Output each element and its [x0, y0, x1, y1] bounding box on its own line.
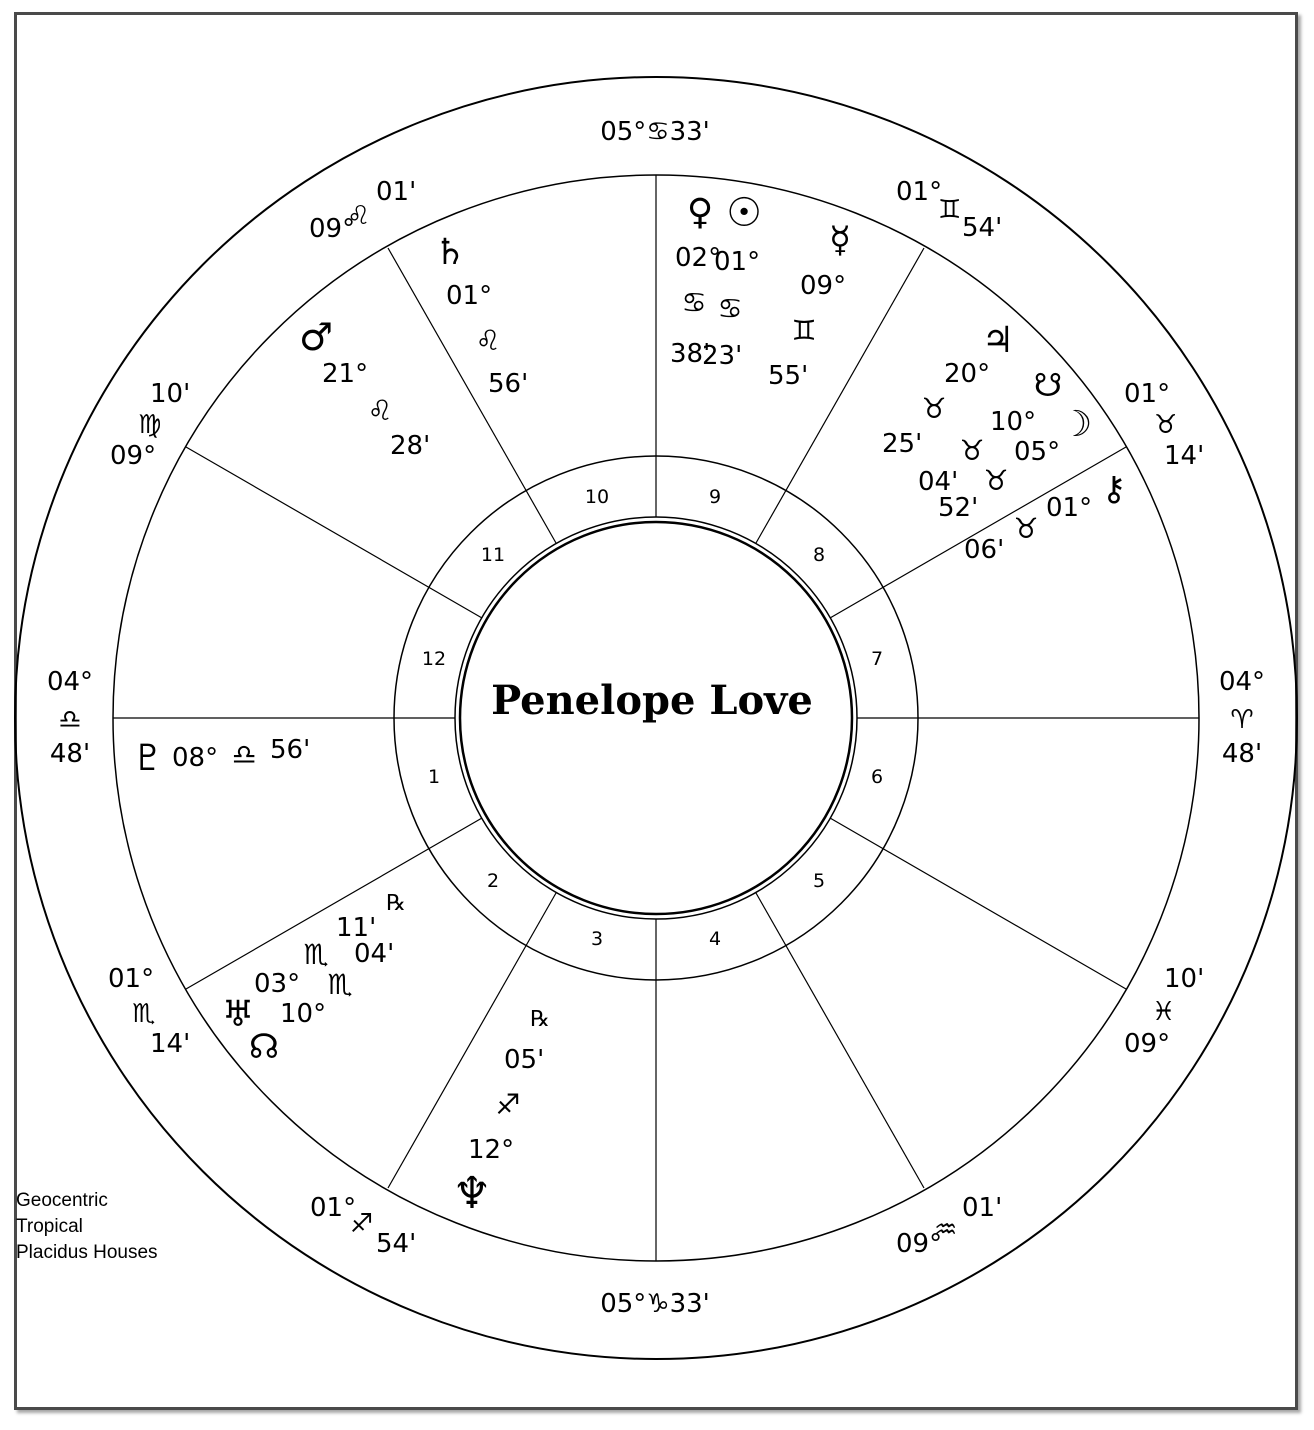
house-number-12: 12 — [421, 648, 447, 670]
south-node-icon: ☋ — [1033, 366, 1063, 404]
cusp-line-6 — [830, 818, 1126, 989]
north-node-minutes: 11' — [336, 913, 377, 943]
cusp-label-c5-deg: 09° — [896, 1229, 943, 1259]
cusp-label-dsc-deg: 04° — [1218, 667, 1266, 697]
jupiter-degree: 20° — [944, 359, 991, 389]
sun-icon: ☉ — [726, 190, 762, 236]
south-node-minutes: 04' — [918, 467, 959, 497]
cusp-label-c11-sign: ♌ — [347, 201, 371, 231]
house-number-9: 9 — [708, 486, 722, 508]
cusp-line-12 — [186, 447, 482, 618]
saturn-sign: ♌ — [475, 324, 501, 357]
mars-degree: 21° — [322, 359, 369, 389]
uranus-retrograde-icon: ℞ — [386, 891, 406, 916]
neptune-degree: 12° — [468, 1135, 515, 1165]
jupiter-icon: ♃ — [981, 320, 1015, 361]
house-number-3: 3 — [590, 928, 604, 950]
cusp-line-2 — [186, 818, 482, 989]
cusp-label-c12-deg: 09° — [110, 441, 157, 471]
chiron-degree: 01° — [1046, 493, 1093, 523]
moon-minutes: 52' — [938, 493, 979, 523]
south-node-degree: 10° — [990, 407, 1037, 437]
uranus-degree: 03° — [254, 969, 301, 999]
mercury-minutes: 55' — [768, 361, 809, 391]
venus-sign: ♋ — [681, 286, 707, 319]
sun-minutes: 23' — [702, 341, 743, 371]
cusp-label-c6-min: 10' — [1164, 964, 1205, 994]
cusp-label-c3-sign: ♐ — [350, 1209, 374, 1239]
mercury-degree: 09° — [800, 271, 847, 301]
uranus-sign: ♏ — [327, 968, 353, 1001]
cusp-label-c3-deg: 01° — [310, 1193, 357, 1223]
cusp-line-8 — [830, 447, 1126, 618]
pluto-sign: ♎ — [231, 738, 257, 771]
house-number-7: 7 — [870, 648, 884, 670]
cusp-label-ic: 05°♑33' — [600, 1289, 710, 1319]
uranus-icon: ♅ — [221, 994, 255, 1035]
jupiter-minutes: 25' — [882, 429, 923, 459]
house-number-2: 2 — [486, 870, 500, 892]
moon-degree: 05° — [1014, 437, 1061, 467]
pluto-degree: 08° — [172, 743, 219, 773]
cusp-label-c5-sign: ♒ — [934, 1215, 958, 1245]
cusp-label-c11-deg: 09° — [309, 214, 356, 244]
jupiter-sign: ♉ — [921, 392, 947, 425]
cusp-label-c2-sign: ♏ — [132, 999, 156, 1029]
cusp-label-c11-min: 01' — [376, 177, 417, 207]
chart-name: Penelope Love — [491, 677, 813, 724]
cusp-label-c5-min: 01' — [962, 1193, 1003, 1223]
house-number-10: 10 — [584, 486, 610, 508]
cusp-label-c8-deg: 01° — [1124, 379, 1171, 409]
cusp-label-c8-sign: ♉ — [1154, 410, 1178, 440]
south-node-sign: ♉ — [959, 434, 985, 467]
cusp-label-c9-deg: 01° — [896, 177, 943, 207]
cusp-label-mc: 05°♋33' — [600, 117, 710, 147]
neptune-sign: ♐ — [495, 1088, 521, 1121]
mars-sign: ♌ — [367, 394, 393, 427]
mars-icon: ♂ — [298, 315, 334, 359]
venus-degree: 02° — [675, 243, 722, 273]
house-number-5: 5 — [812, 870, 826, 892]
house-number-4: 4 — [708, 928, 722, 950]
sun-sign: ♋ — [717, 292, 743, 325]
cusp-label-asc-deg: 04° — [46, 667, 94, 697]
pluto-minutes: 56' — [270, 735, 311, 765]
house-number-11: 11 — [480, 544, 506, 566]
cusp-label-c2-min: 14' — [150, 1029, 191, 1059]
house-number-8: 8 — [812, 544, 826, 566]
cusp-label-c8-min: 14' — [1164, 441, 1205, 471]
saturn-degree: 01° — [446, 281, 493, 311]
saturn-icon: ♄ — [433, 232, 467, 273]
moon-icon: ☽ — [1059, 404, 1093, 445]
cusp-label-c12-min: 10' — [150, 379, 191, 409]
north-node-icon: ☊ — [248, 1027, 280, 1067]
cusp-label-dsc-sign: ♈ — [1230, 705, 1254, 735]
cusp-label-dsc-min: 48' — [1221, 739, 1263, 769]
cusp-label-c12-sign: ♍ — [138, 410, 162, 440]
cusp-label-c2-deg: 01° — [108, 964, 155, 994]
chart-settings — [16, 1188, 158, 1266]
settings-zodiac: Tropical — [16, 1216, 83, 1237]
mars-minutes: 28' — [390, 431, 431, 461]
neptune-minutes: 05' — [504, 1045, 545, 1075]
cusp-label-c9-min: 54' — [962, 213, 1003, 243]
chiron-icon: ⚷ — [1101, 469, 1127, 509]
uranus-minutes: 04' — [354, 939, 395, 969]
moon-sign: ♉ — [983, 464, 1009, 497]
venus-icon: ♀ — [686, 192, 714, 233]
chiron-sign: ♉ — [1013, 512, 1039, 545]
house-number-6: 6 — [870, 766, 884, 788]
cusp-label-c6-deg: 09° — [1124, 1029, 1171, 1059]
chiron-minutes: 06' — [964, 535, 1005, 565]
mercury-icon: ☿ — [828, 220, 852, 261]
cusp-label-asc-sign: ♎ — [58, 705, 82, 735]
venus-minutes: 38' — [670, 339, 711, 369]
cusp-label-c3-min: 54' — [376, 1229, 417, 1259]
neptune-icon: ♆ — [452, 1168, 492, 1219]
north-node-sign: ♏ — [303, 938, 329, 971]
house-number-1: 1 — [427, 766, 441, 788]
sun-degree: 01° — [714, 247, 761, 277]
cusp-line-5 — [756, 893, 924, 1188]
neptune-retrograde-icon: ℞ — [530, 1007, 550, 1032]
settings-coordinate-system: Geocentric — [16, 1190, 108, 1211]
settings-house-system: Placidus Houses — [16, 1242, 158, 1263]
mercury-sign: ♊ — [791, 314, 817, 347]
north-node-degree: 10° — [280, 999, 327, 1029]
cusp-label-c6-sign: ♓ — [1152, 997, 1176, 1027]
saturn-minutes: 56' — [488, 369, 529, 399]
pluto-icon: ♇ — [131, 738, 165, 779]
cusp-label-asc-min: 48' — [49, 739, 91, 769]
cusp-label-c9-sign: ♊ — [938, 195, 962, 225]
